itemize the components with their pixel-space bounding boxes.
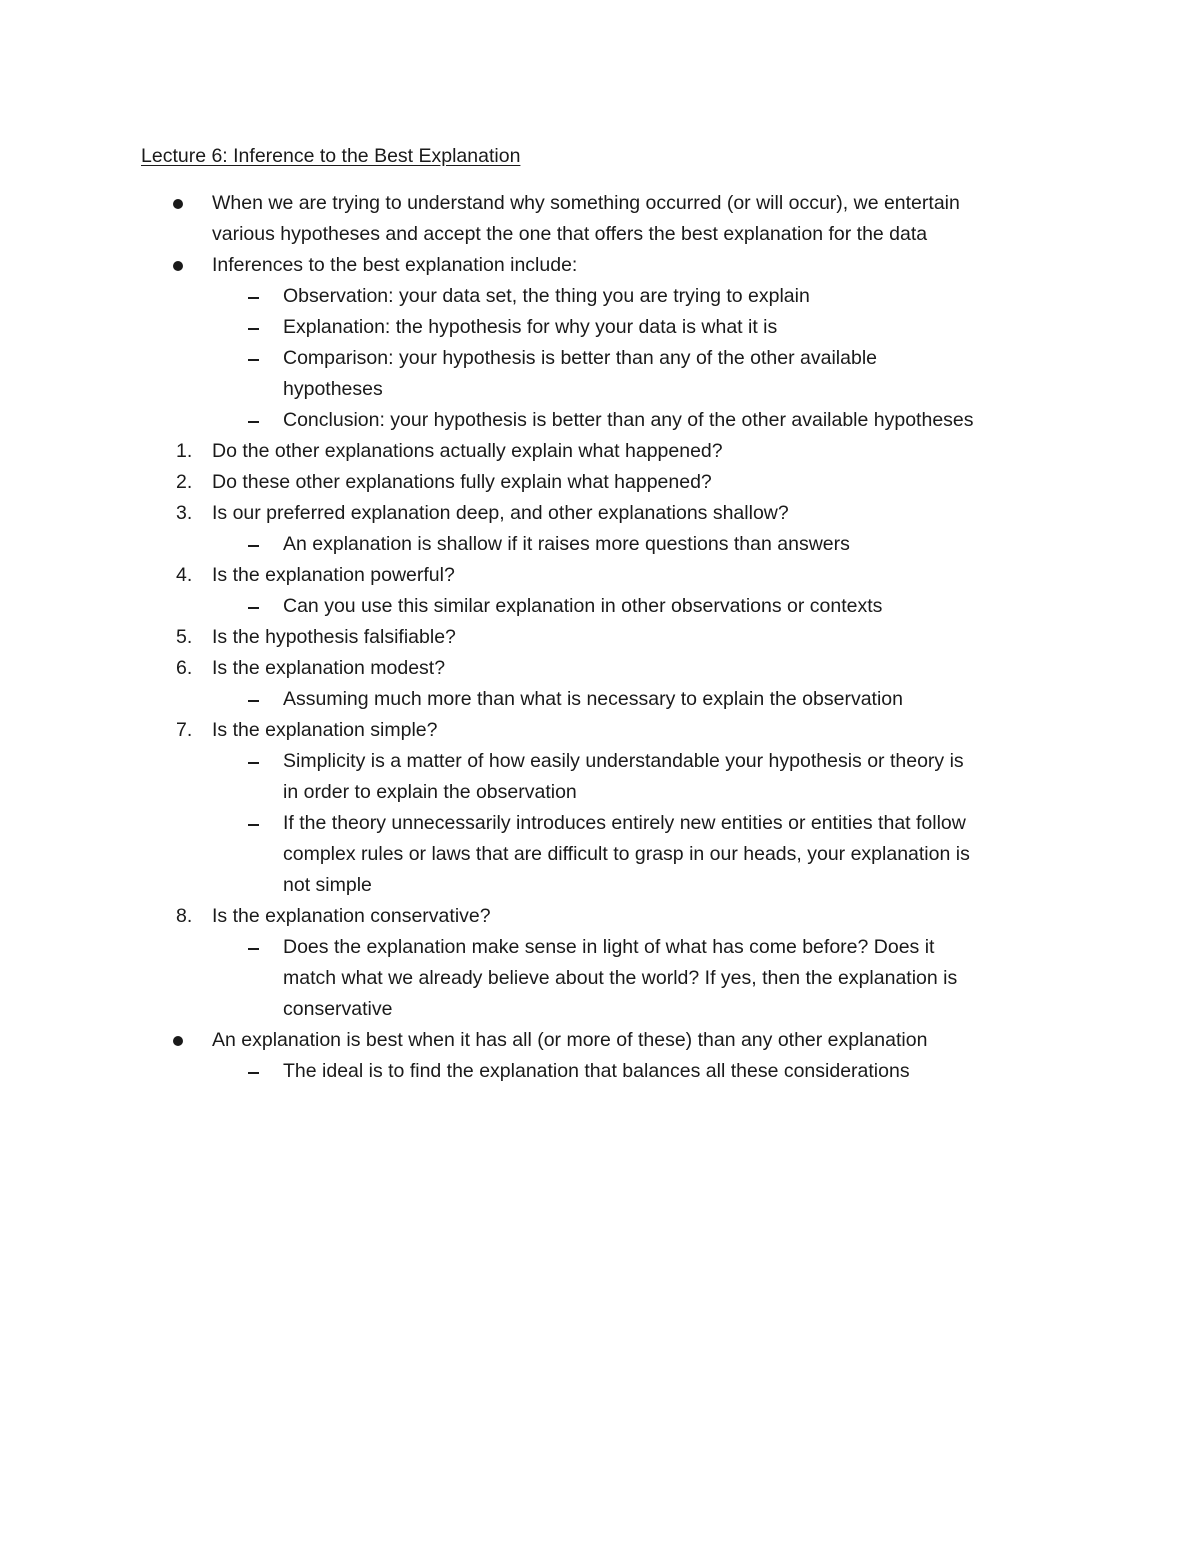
dash-marker [248,607,259,609]
item-text-line: Does the explanation make sense in light of what has come before? Does it [283,936,935,958]
dash-marker [248,1072,259,1074]
bullet-item [0,250,1200,281]
item-text-line: Is the explanation simple? [212,719,438,741]
dash-item [0,684,1200,715]
list-number: 8. [176,905,193,927]
numbered-item [0,653,1200,684]
item-text-line: Is the explanation conservative? [212,905,491,927]
item-text-line: Can you use this similar explanation in other observations or contexts [283,595,883,617]
item-text-line: Do these other explanations fully explain what happened? [212,471,712,493]
item-text-line: Is the hypothesis falsifiable? [212,626,456,648]
item-text-line: When we are trying to understand why something occurred (or will occur), we entertain [212,192,960,214]
dash-item [0,932,1200,1025]
item-text-line: If the theory unnecessarily introduces entirely new entities or entities that follow [283,812,966,834]
item-text-line: Comparison: your hypothesis is better than any of the other available [283,347,878,369]
dash-marker [248,328,259,330]
item-text-line: The ideal is to find the explanation that balances all these considerations [283,1060,910,1082]
dash-item [0,405,1200,436]
item-text-line: Is the explanation powerful? [212,564,455,586]
item-text-line: complex rules or laws that are difficult to grasp in our heads, your explanation is [283,843,970,865]
item-text-line: Inferences to the best explanation include: [212,254,578,276]
document-title: Lecture 6: Inference to the Best Explanation [141,145,521,167]
numbered-item [0,467,1200,498]
dash-item [0,746,1200,808]
dash-item [0,312,1200,343]
item-text-line: An explanation is best when it has all (or more of these) than any other explanation [212,1029,928,1051]
list-number: 3. [176,502,193,524]
item-text-line: Explanation: the hypothesis for why your data is what it is [283,316,778,338]
bullet-icon [173,261,183,271]
item-text-line: match what we already believe about the world? If yes, then the explanation is [283,967,958,989]
item-text-line: in order to explain the observation [283,781,577,803]
item-text-line: hypotheses [283,378,383,400]
list-number: 5. [176,626,193,648]
bullet-icon [173,199,183,209]
list-number: 6. [176,657,193,679]
list-number: 2. [176,471,193,493]
item-text-line: Conclusion: your hypothesis is better than any of the other available hypotheses [283,409,974,431]
item-text-line: not simple [283,874,372,896]
dash-marker [248,762,259,764]
dash-item [0,529,1200,560]
numbered-item [0,715,1200,746]
numbered-item [0,560,1200,591]
dash-marker [248,359,259,361]
item-text-line: An explanation is shallow if it raises more questions than answers [283,533,850,555]
numbered-item [0,498,1200,529]
item-text-line: Is our preferred explanation deep, and other explanations shallow? [212,502,789,524]
dash-item [0,281,1200,312]
dash-marker [248,700,259,702]
numbered-item [0,622,1200,653]
bullet-item [0,188,1200,250]
item-text-line: Assuming much more than what is necessary to explain the observation [283,688,903,710]
list-number: 7. [176,719,193,741]
dash-marker [248,824,259,826]
dash-item [0,343,1200,405]
dash-marker [248,421,259,423]
dash-marker [248,297,259,299]
dash-marker [248,948,259,950]
bullet-item [0,1025,1200,1056]
dash-marker [248,545,259,547]
dash-item [0,591,1200,622]
dash-item [0,808,1200,901]
list-number: 4. [176,564,193,586]
list-number: 1. [176,440,193,462]
item-text-line: Is the explanation modest? [212,657,446,679]
item-text-line: various hypotheses and accept the one that offers the best explanation for the data [212,223,928,245]
item-text-line: conservative [283,998,393,1020]
numbered-item [0,901,1200,932]
item-text-line: Observation: your data set, the thing you are trying to explain [283,285,810,307]
bullet-icon [173,1036,183,1046]
item-text-line: Simplicity is a matter of how easily understandable your hypothesis or theory is [283,750,964,772]
numbered-item [0,436,1200,467]
dash-item [0,1056,1200,1087]
item-text-line: Do the other explanations actually explain what happened? [212,440,723,462]
